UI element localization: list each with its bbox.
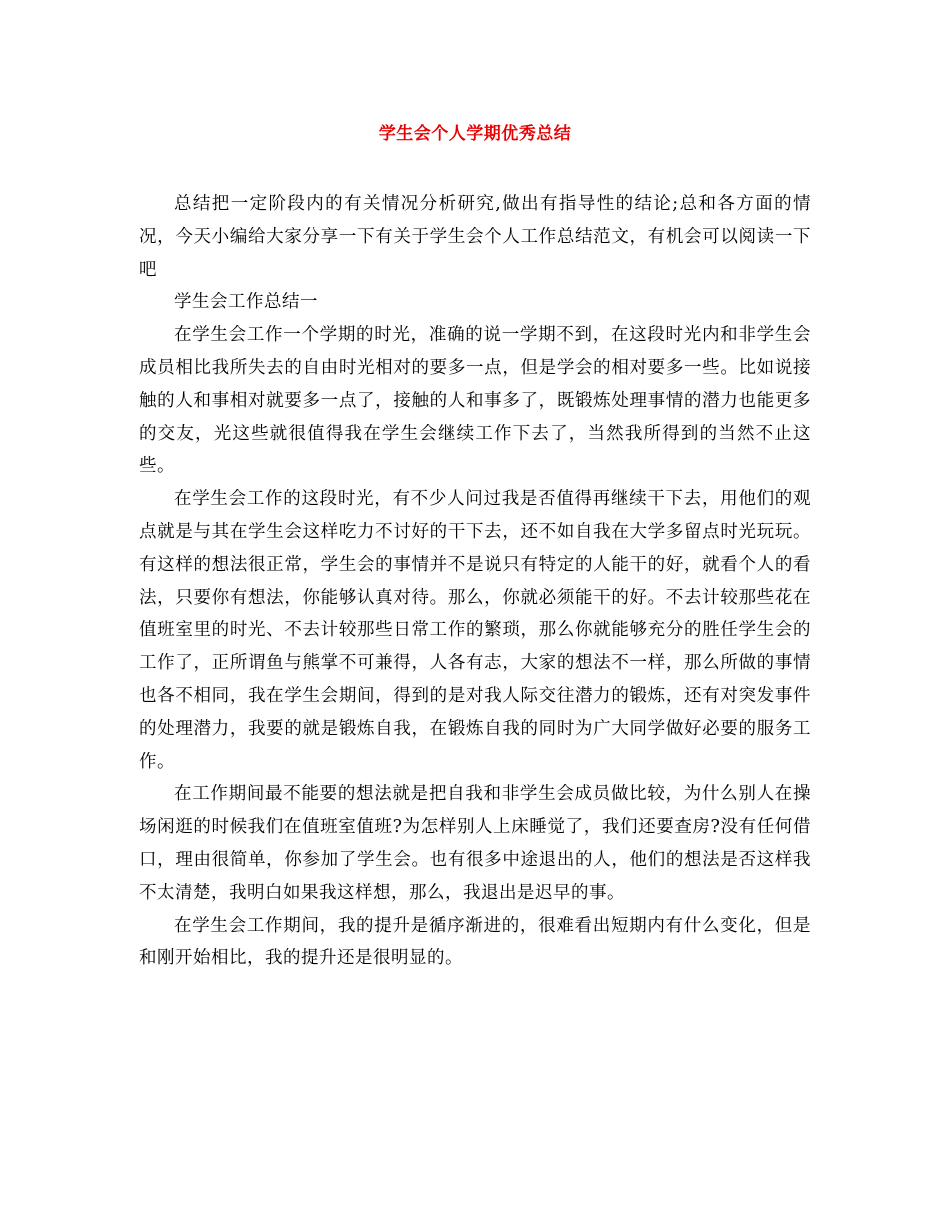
paragraph: 在学生会工作一个学期的时光，准确的说一学期不到，在这段时光内和非学生会成员相比我所失去的自由时光相对的要多一点，但是学会的相对要多一些。比如说接触的人和事相对就要多一点了，接触的人和事多了，既锻炼处理事情的潜力也能更多的交友，光这些就很值得我在学生会继续工作下去了，当然我所得到的当然不止这些。 bbox=[139, 325, 811, 477]
paragraph: 在工作期间最不能要的想法就是把自我和非学生会成员做比较，为什么别人在操场闲逛的时候我们在值班室值班?为怎样别人上床睡觉了，我们还要查房?没有任何借口，理由很简单，你参加了学生会。也有很多中途退出的人，他们的想法是否这样我不太清楚，我明白如果我这样想，那么，我退出是迟早的事。 bbox=[139, 784, 811, 903]
document-body bbox=[139, 188, 811, 975]
document-title: 学生会个人学期优秀总结 bbox=[378, 124, 572, 144]
paragraph: 在学生会工作的这段时光，有不少人问过我是否值得再继续干下去，用他们的观点就是与其在学生会这样吃力不讨好的干下去，还不如自我在大学多留点时光玩玩。有这样的想法很正常，学生会的事情并不是说只有特定的人能干的好，就看个人的看法，只要你有想法，你能够认真对待。那么，你就必须能干的好。不去计较那些花在值班室里的时光、不去计较那些日常工作的繁琐，那么你就能够充分的胜任学生会的工作了，正所谓鱼与熊掌不可兼得，人各有志，大家的想法不一样，那么所做的事情也各不相同，我在学生会期间，得到的是对我人际交往潜力的锻炼，还有对突发事件的处理潜力，我要的就是锻炼自我，在锻炼自我的同时为广大同学做好必要的服务工作。 bbox=[139, 489, 811, 772]
paragraph-intro: 总结把一定阶段内的有关情况分析研究,做出有指导性的结论;总和各方面的情况，今天小编给大家分享一下有关于学生会个人工作总结范文，有机会可以阅读一下吧 bbox=[139, 194, 811, 280]
paragraph: 在学生会工作期间，我的提升是循序渐进的，很难看出短期内有什么变化，但是和刚开始相比，我的提升还是很明显的。 bbox=[139, 915, 811, 969]
section-heading: 学生会工作总结一 bbox=[174, 292, 318, 313]
